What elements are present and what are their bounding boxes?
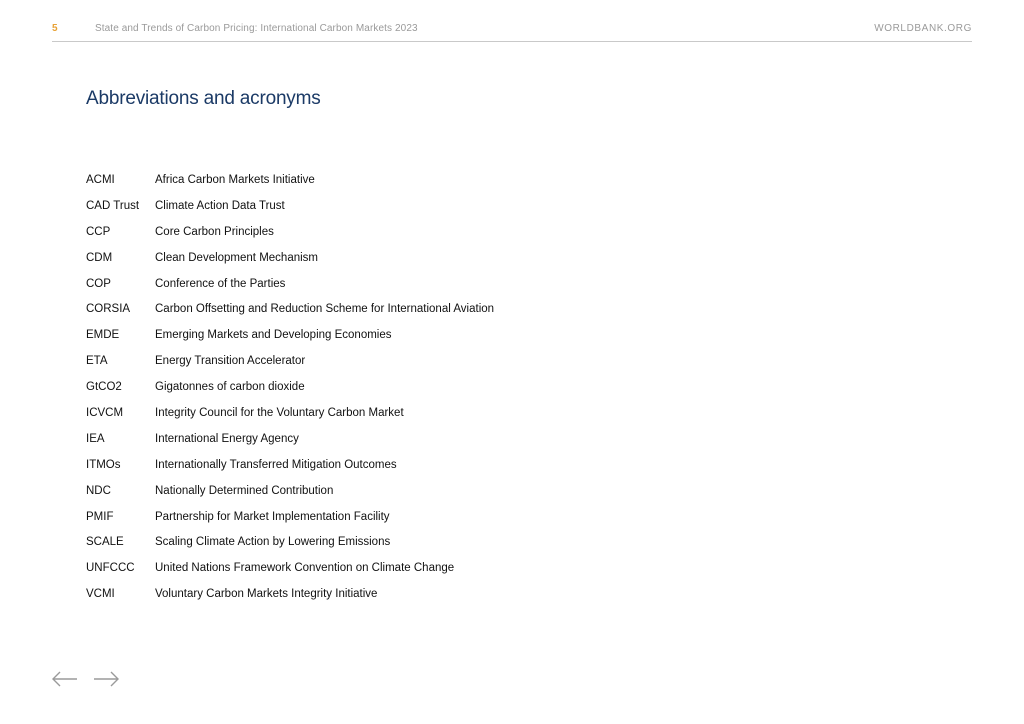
abbreviation-term: NDC — [86, 484, 111, 497]
abbreviation-definition: Climate Action Data Trust — [155, 199, 285, 212]
abbreviation-row — [86, 199, 606, 225]
abbreviation-definition: Scaling Climate Action by Lowering Emissions — [155, 536, 391, 549]
abbreviation-row — [86, 225, 606, 251]
page-navigation — [52, 670, 119, 688]
abbreviation-term: ACMI — [86, 174, 115, 186]
abbreviation-term: SCALE — [86, 536, 124, 549]
abbreviation-definition: Nationally Determined Contribution — [155, 484, 334, 497]
abbreviation-term: EMDE — [86, 329, 120, 342]
abbreviation-term: COP — [86, 277, 111, 290]
abbreviation-term: ITMOs — [86, 458, 121, 471]
abbreviation-row — [86, 561, 606, 587]
abbreviation-row — [86, 535, 606, 561]
abbreviation-row — [86, 406, 606, 432]
worldbank-link[interactable]: WORLDBANK.ORG — [874, 23, 972, 34]
abbreviation-list — [86, 173, 606, 613]
abbreviation-term: UNFCCC — [86, 562, 135, 575]
abbreviation-row — [86, 173, 606, 199]
running-title: State and Trends of Carbon Pricing: International Carbon Markets 2023 — [95, 23, 418, 34]
abbreviation-term: CDM — [86, 251, 113, 264]
abbreviation-term: ETA — [86, 355, 108, 368]
page-header — [52, 0, 972, 42]
abbreviation-term: CCP — [86, 225, 111, 238]
abbreviation-term: CORSIA — [86, 303, 131, 316]
abbreviation-term: IEA — [86, 432, 105, 445]
abbreviation-definition: Voluntary Carbon Markets Integrity Initiative — [155, 588, 378, 601]
abbreviation-row — [86, 354, 606, 380]
abbreviation-definition: Emerging Markets and Developing Economies — [155, 329, 392, 342]
abbreviation-term: CAD Trust — [86, 199, 140, 212]
abbreviation-row — [86, 587, 606, 613]
page-number: 5 — [52, 23, 58, 34]
abbreviation-definition: Core Carbon Principles — [155, 225, 274, 238]
abbreviation-row — [86, 277, 606, 303]
next-page-button[interactable] — [93, 670, 119, 688]
abbreviation-definition: Africa Carbon Markets Initiative — [155, 174, 315, 186]
abbreviation-definition: Clean Development Mechanism — [155, 251, 318, 264]
abbreviation-definition: Integrity Council for the Voluntary Carbon Market — [155, 407, 404, 420]
page-title: Abbreviations and acronyms — [86, 88, 321, 109]
previous-page-button[interactable] — [52, 670, 78, 688]
abbreviation-row — [86, 432, 606, 458]
abbreviation-row — [86, 380, 606, 406]
abbreviation-definition: International Energy Agency — [155, 432, 299, 445]
abbreviation-row — [86, 484, 606, 510]
arrow-right-icon — [93, 670, 119, 688]
abbreviation-definition: Conference of the Parties — [155, 277, 286, 290]
abbreviation-definition: Carbon Offsetting and Reduction Scheme for International Aviation — [155, 303, 495, 316]
abbreviation-term: VCMI — [86, 588, 115, 601]
abbreviation-row — [86, 251, 606, 277]
abbreviation-definition: Energy Transition Accelerator — [155, 355, 306, 368]
abbreviation-term: GtCO2 — [86, 381, 122, 394]
arrow-left-icon — [52, 670, 78, 688]
abbreviation-definition: Partnership for Market Implementation Facility — [155, 510, 390, 523]
abbreviation-row — [86, 302, 606, 328]
abbreviation-definition: Internationally Transferred Mitigation Outcomes — [155, 458, 397, 471]
abbreviation-term: ICVCM — [86, 407, 124, 420]
abbreviation-definition: United Nations Framework Convention on Climate Change — [155, 562, 455, 575]
abbreviation-row — [86, 510, 606, 536]
abbreviation-term: PMIF — [86, 510, 114, 523]
abbreviation-row — [86, 328, 606, 354]
abbreviation-row — [86, 458, 606, 484]
abbreviation-definition: Gigatonnes of carbon dioxide — [155, 381, 305, 394]
